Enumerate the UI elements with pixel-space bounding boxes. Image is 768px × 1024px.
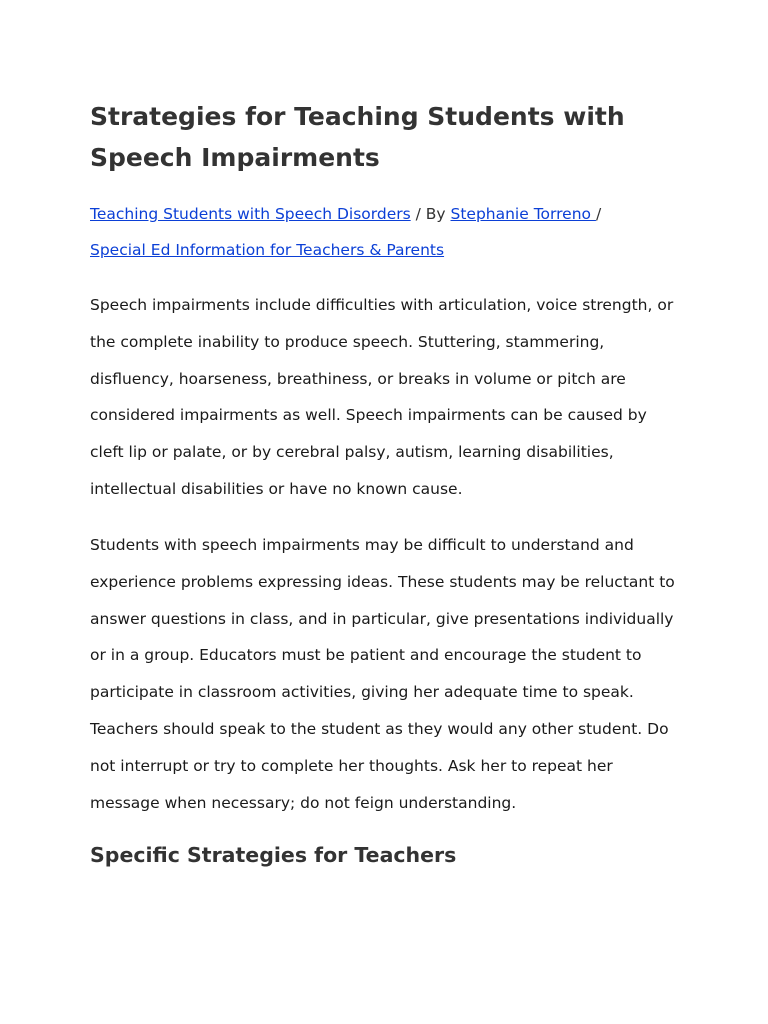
page-title: Strategies for Teaching Students with Speech Impairments xyxy=(90,102,625,172)
meta-separator: / xyxy=(595,205,602,223)
category-link[interactable]: Teaching Students with Speech Disorders xyxy=(90,205,411,223)
author-link[interactable]: Stephanie Torreno xyxy=(450,205,596,223)
paragraph-intro: Speech impairments include difficulties with articulation, voice strength, or the complete inability to produce speech. Stuttering, stammering, disfluency, hoarseness, breathiness, or breaks in volume or pitch are considered impairments as well. Speech impairments can be caused by cleft lip or palate, or by cerebral palsy, autism, learning disabilities, intellectual disabilities or have no known cause. xyxy=(90,296,674,498)
section-heading: Specific Strategies for Teachers xyxy=(90,843,457,867)
paragraph-students: Students with speech impairments may be difficult to understand and experience problems expressing ideas. These students may be reluctant to answer questions in class, and in particular, give presentations individually or in a group. Educators must be patient and encourage the student to participate in classroom activities, giving her adequate time to speak. Teachers should speak to the student as they would any other student. Do not interrupt or try to complete her thoughts. Ask her to repeat her message when necessary; do not feign understanding. xyxy=(90,536,675,812)
byline-separator: / By xyxy=(410,205,451,223)
article-meta xyxy=(90,196,690,268)
section-link[interactable]: Special Ed Information for Teachers & Parents xyxy=(90,241,445,259)
